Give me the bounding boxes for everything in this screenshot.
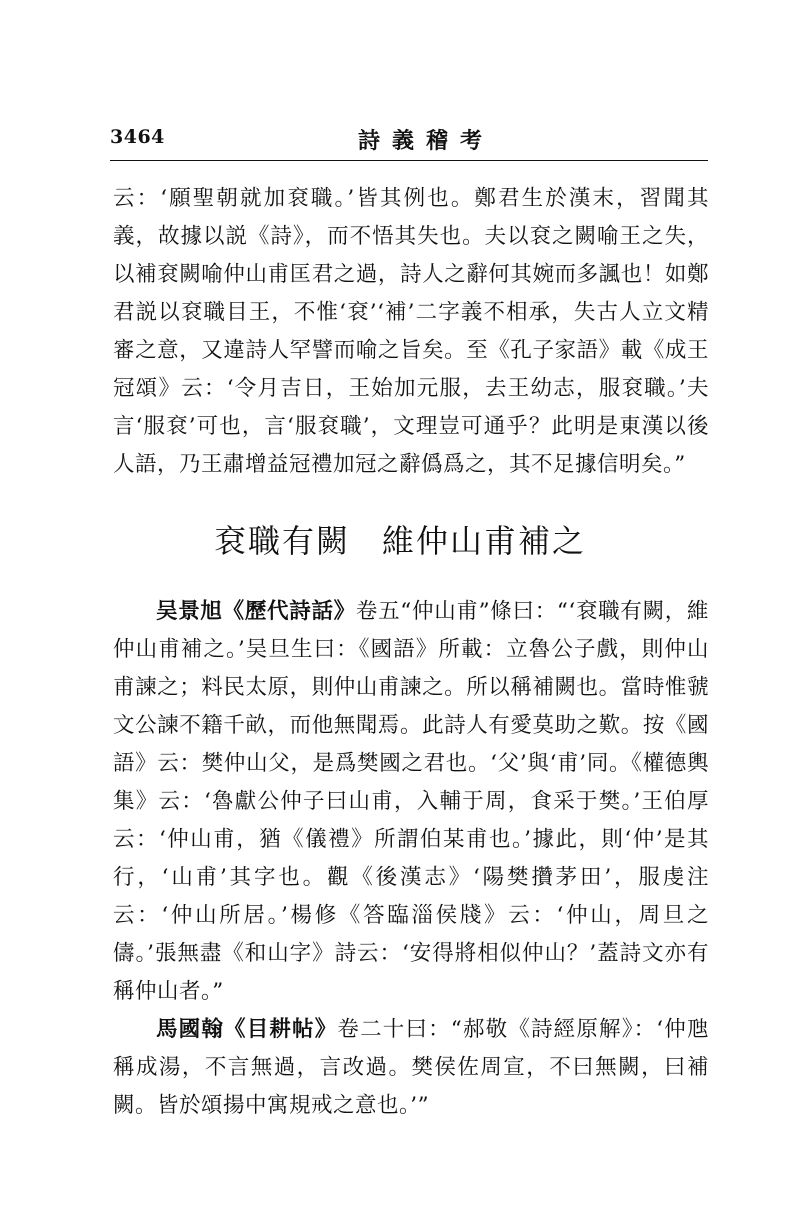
work-title: 《目耕帖》: [224, 1017, 338, 1042]
author-name: 吴景旭: [156, 599, 223, 624]
text-block-commentary: [113, 593, 709, 1125]
section-heading: [0, 516, 800, 562]
section-heading-part2: 維仲山甫補之: [382, 522, 587, 560]
work-title: 《歷代詩話》: [222, 599, 356, 624]
author-name: 馬國翰: [156, 1017, 225, 1042]
running-title: 詩義稽考: [358, 128, 495, 154]
header-rule: [110, 160, 708, 161]
paragraph-ma-guohan: [113, 1011, 709, 1125]
paragraph-text: 卷五“仲山甫”條曰：“‘袞職有闕，維仲山甫補之。’吴旦生曰：《國語》所載：立魯公子戲，則仲山甫諫之；料民太原，則仲山甫諫之。所以稱補闕也。當時惟虢文公諫不籍千畝，而他無聞焉。此詩人有愛莫助之歎。按《國語》云：樊仲山父，是爲樊國之君也。‘父’與‘甫’同。《權德輿集》云：‘魯獻公仲子曰山甫，入輔于周，食采于樊。’王伯厚云：‘仲山甫，猶《儀禮》所謂伯某甫也。’據此，則‘仲’是其行，‘山甫’其字也。觀《後漢志》‘陽樊攢茅田’，服虔注云：‘仲山所居。’楊修《答臨淄侯牋》云：‘仲山，周旦之儔。’張無盡《和山字》詩云：‘安得將相似仲山？’蓋詩文亦有稱仲山者。”: [113, 599, 709, 1004]
page-number: 3464: [110, 126, 165, 148]
section-heading-part1: 袞職有闕: [213, 522, 350, 560]
text-block-continued: [113, 180, 709, 484]
paragraph-text: 卷二十曰：“郝敬《詩經原解》：‘仲虺稱成湯，不言無過，言改過。樊侯佐周宣，不曰無闕，曰補闕。皆於頌揚中寓規戒之意也。’”: [113, 1017, 709, 1118]
page-header: [110, 122, 708, 162]
paragraph-wu-jingxu: [113, 593, 709, 1011]
paragraph-continued: 云：‘願聖朝就加袞職。’皆其例也。鄭君生於漢末，習聞其義，故據以説《詩》，而不悟其失也。夫以袞之闕喻王之失，以補袞闕喻仲山甫匡君之過，詩人之辭何其婉而多諷也！如鄭君説以袞職目王，不惟‘袞’‘補’二字義不相承，失古人立文精審之意，又違詩人罕譬而喻之旨矣。至《孔子家語》載《成王冠頌》云：‘令月吉日，王始加元服，去王幼志，服袞職。’夫言‘服袞’可也，言‘服袞職’，文理豈可通乎？此明是東漢以後人語，乃王肅增益冠禮加冠之辭僞爲之，其不足據信明矣。”: [113, 186, 709, 477]
